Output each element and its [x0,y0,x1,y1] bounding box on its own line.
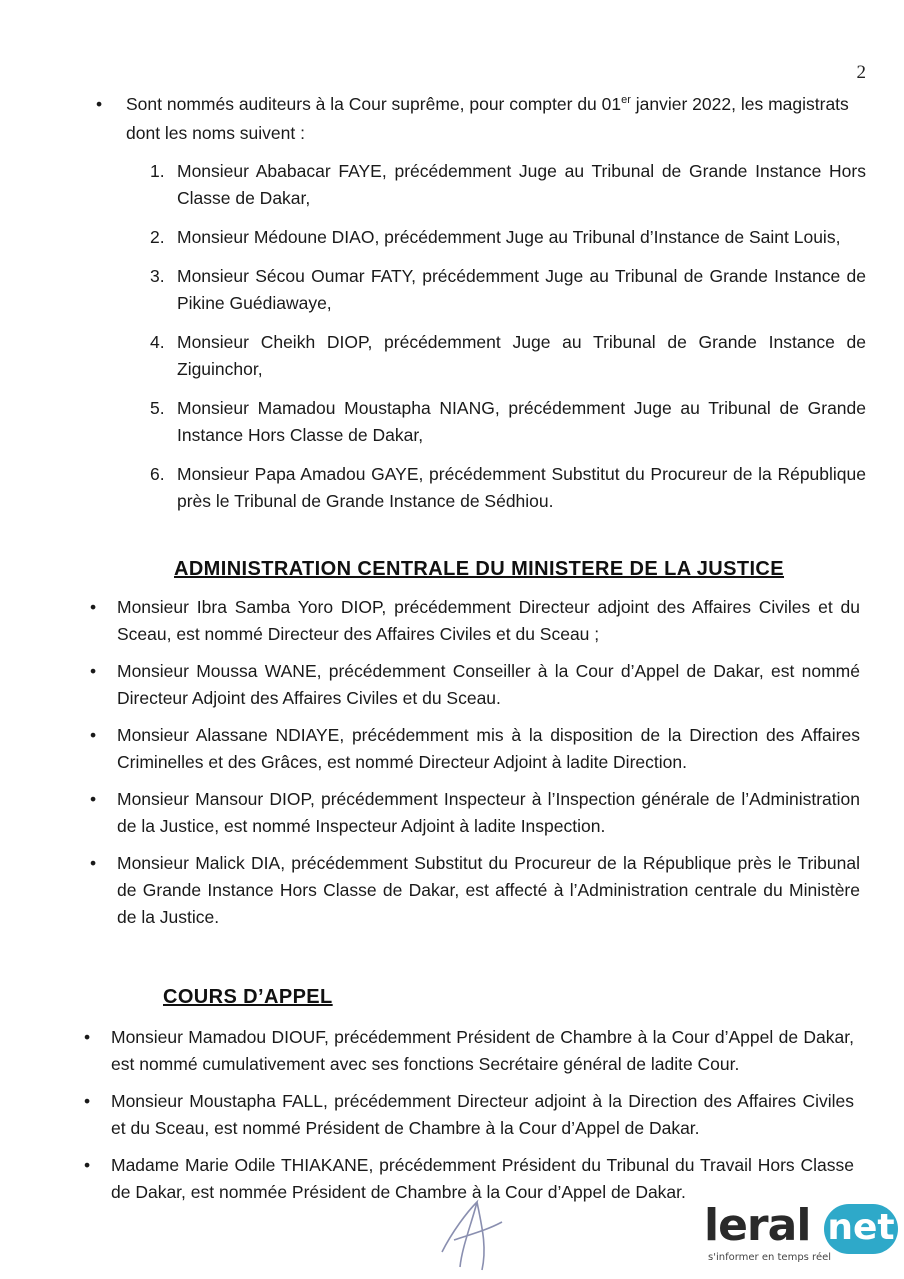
bullet-icon: • [90,789,97,809]
item-number: 6. [150,464,165,484]
signature-icon [432,1192,512,1272]
list-item [150,263,866,317]
section-title-cours-appel: COURS D’APPEL [163,986,333,1008]
item-text: Monsieur Mamadou Moustapha NIANG, précédemment Juge au Tribunal de Grande Instance Hors Classe de Dakar, [177,398,866,445]
item-text: Monsieur Mamadou DIOUF, précédemment Président de Chambre à la Cour d’Appel de Dakar, est nommé cumulativement avec ses fonctions Secrétaire général de ladite Cour. [111,1027,854,1074]
intro-text-end: janvier 2022, les magistrats dont les noms suivent : [126,94,849,143]
list-item [150,395,866,449]
item-text: Monsieur Papa Amadou GAYE, précédemment Substitut du Procureur de la République près le Tribunal de Grande Instance de Sédhiou. [177,464,866,511]
list-item [90,594,860,648]
intro-superscript: er [621,94,631,107]
item-text: Monsieur Sécou Oumar FATY, précédemment Juge au Tribunal de Grande Instance de Pikine Guédiawaye, [177,266,866,313]
item-text: Monsieur Moustapha FALL, précédemment Directeur adjoint à la Direction des Affaires Civiles et du Sceau, est nommé Président de Chambre à la Cour d’Appel de Dakar. [111,1091,854,1138]
administration-list [90,594,860,941]
intro-text [126,90,868,148]
item-text: Madame Marie Odile THIAKANE, précédemment Président du Tribunal du Travail Hors Classe de Dakar, est nommée Président de Chambre à la Cour d’Appel de Dakar. [111,1155,854,1202]
list-item [90,722,860,776]
item-text: Monsieur Ibra Samba Yoro DIOP, précédemment Directeur adjoint des Affaires Civiles et du Sceau, est nommé Directeur des Affaires Civiles et du Sceau ; [117,597,860,644]
bullet-icon: • [84,1091,91,1111]
logo-badge: net [824,1204,898,1254]
section-title-administration: ADMINISTRATION CENTRALE DU MINISTERE DE LA JUSTICE [174,558,785,580]
item-text: Monsieur Moussa WANE, précédemment Conseiller à la Cour d’Appel de Dakar, est nommé Directeur Adjoint des Affaires Civiles et du Sceau. [117,661,860,708]
leralnet-logo [700,1200,900,1270]
item-text: Monsieur Cheikh DIOP, précédemment Juge au Tribunal de Grande Instance de Ziguinchor, [177,332,866,379]
bullet-icon: • [90,725,97,745]
item-text: Monsieur Médoune DIAO, précédemment Juge au Tribunal d’Instance de Saint Louis, [177,227,841,247]
cours-appel-list [84,1024,854,1216]
bullet-icon: • [90,853,97,873]
page-number: 2 [856,62,866,83]
item-number: 2. [150,227,165,247]
list-item [150,224,866,251]
item-number: 5. [150,398,165,418]
list-item [150,158,866,212]
bullet-icon: • [90,597,97,617]
list-item [84,1024,854,1078]
bullet-icon: • [84,1155,91,1175]
item-text: Monsieur Malick DIA, précédemment Substitut du Procureur de la République près le Tribunal de Grande Instance Hors Classe de Dakar, est affecté à l’Administration centrale du Ministère de la Justice. [117,853,860,927]
item-text: Monsieur Mansour DIOP, précédemment Inspecteur à l’Inspection générale de l’Administration de la Justice, est nommé Inspecteur Adjoint à ladite Inspection. [117,789,860,836]
item-number: 4. [150,332,165,352]
logo-word: leral [704,1200,811,1251]
bullet-icon: • [96,94,103,114]
bullet-icon: • [84,1027,91,1047]
list-item [90,850,860,931]
logo-tagline: s'informer en temps réel [708,1252,832,1263]
list-item [90,786,860,840]
intro-text-start: Sont nommés auditeurs à la Cour suprême, pour compter du 01 [126,94,622,114]
bullet-icon: • [90,661,97,681]
intro-paragraph [96,90,868,148]
auditeurs-list [150,158,866,527]
list-item [150,329,866,383]
list-item [90,658,860,712]
item-text: Monsieur Alassane NDIAYE, précédemment mis à la disposition de la Direction des Affaires Criminelles et des Grâces, est nommé Directeur Adjoint à ladite Direction. [117,725,860,772]
item-number: 3. [150,266,165,286]
list-item [150,461,866,515]
list-item [84,1088,854,1142]
item-number: 1. [150,161,165,181]
item-text: Monsieur Ababacar FAYE, précédemment Juge au Tribunal de Grande Instance Hors Classe de Dakar, [177,161,866,208]
